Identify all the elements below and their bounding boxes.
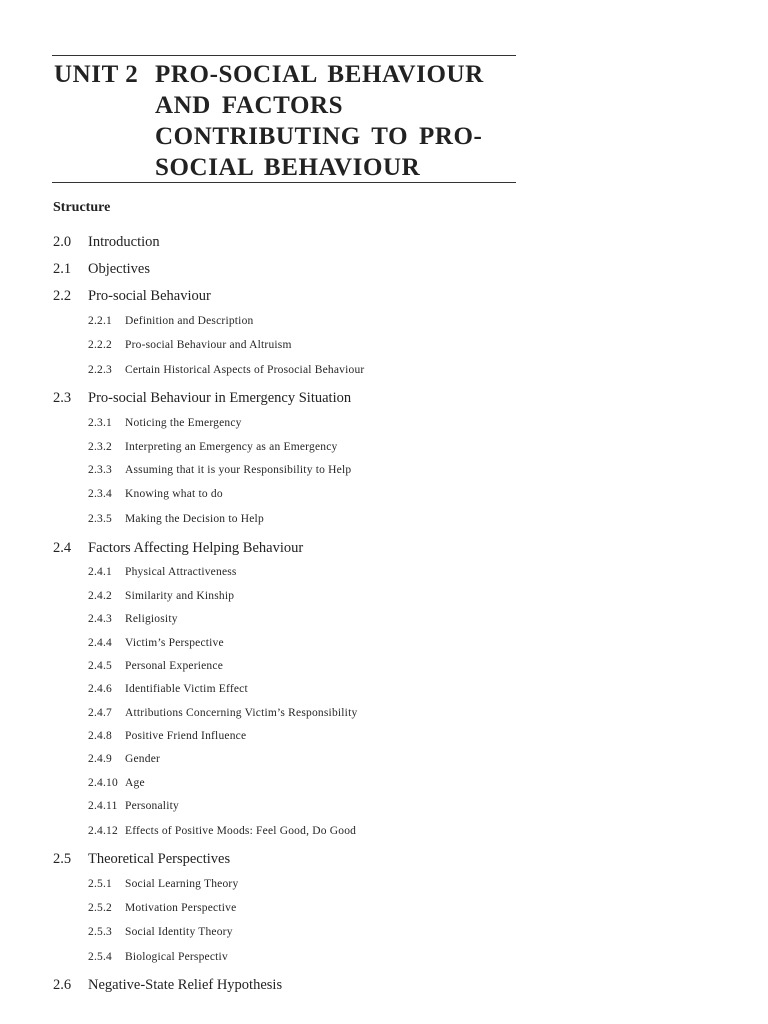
toc-number: 2.5.3 bbox=[88, 926, 112, 938]
toc-title: Attributions Concerning Victim’s Responsibility bbox=[125, 707, 358, 719]
toc-number: 2.3.5 bbox=[88, 513, 112, 525]
toc-title: Pro-social Behaviour bbox=[88, 288, 211, 304]
unit-number: UNIT 2 bbox=[54, 61, 139, 88]
toc-number: 2.0 bbox=[53, 234, 72, 250]
toc-title: Physical Attractiveness bbox=[125, 566, 237, 578]
unit-title-line: CONTRIBUTING TO PRO- bbox=[155, 123, 483, 150]
toc-number: 2.4.8 bbox=[88, 730, 112, 742]
unit-title-line: AND FACTORS bbox=[155, 92, 344, 119]
toc-number: 2.4.11 bbox=[88, 800, 118, 812]
toc-number: 2.6 bbox=[53, 977, 72, 993]
toc-title: Identifiable Victim Effect bbox=[125, 683, 248, 695]
toc-title: Effects of Positive Moods: Feel Good, Do Good bbox=[125, 825, 357, 837]
toc-number: 2.3.3 bbox=[88, 464, 112, 476]
toc-title: Motivation Perspective bbox=[125, 902, 237, 914]
toc-title: Interpreting an Emergency as an Emergency bbox=[125, 441, 338, 453]
toc-title: Social Identity Theory bbox=[125, 926, 233, 938]
toc-title: Personality bbox=[125, 800, 179, 812]
toc-title: Assuming that it is your Responsibility to Help bbox=[125, 464, 352, 476]
toc-title: Social Learning Theory bbox=[125, 878, 239, 890]
toc-title: Victim’s Perspective bbox=[125, 637, 224, 649]
toc-title: Factors Affecting Helping Behaviour bbox=[88, 540, 304, 556]
toc-number: 2.4.3 bbox=[88, 613, 112, 625]
toc-number: 2.3.4 bbox=[88, 488, 112, 500]
toc-title: Objectives bbox=[88, 261, 151, 277]
toc-title: Making the Decision to Help bbox=[125, 513, 264, 525]
unit-title bbox=[155, 59, 515, 183]
toc-title: Personal Experience bbox=[125, 660, 223, 672]
toc-number: 2.2.3 bbox=[88, 364, 112, 376]
toc-title: Religiosity bbox=[125, 613, 178, 625]
toc-number: 2.5.2 bbox=[88, 902, 112, 914]
toc-number: 2.4.5 bbox=[88, 660, 112, 672]
toc-number: 2.4.4 bbox=[88, 637, 112, 649]
unit-title-line: SOCIAL BEHAVIOUR bbox=[155, 154, 421, 181]
toc-number: 2.5 bbox=[53, 851, 72, 867]
toc-title: Age bbox=[125, 777, 145, 789]
toc-number: 2.4.1 bbox=[88, 566, 112, 578]
toc-title: Noticing the Emergency bbox=[125, 417, 242, 429]
toc-number: 2.5.1 bbox=[88, 878, 112, 890]
toc-number: 2.3 bbox=[53, 390, 72, 406]
unit-title-line: PRO-SOCIAL BEHAVIOUR bbox=[155, 61, 484, 88]
toc-title: Pro-social Behaviour in Emergency Situation bbox=[88, 390, 352, 406]
toc-title: Pro-social Behaviour and Altruism bbox=[125, 339, 292, 351]
toc-title: Certain Historical Aspects of Prosocial Behaviour bbox=[125, 364, 365, 376]
toc-title: Gender bbox=[125, 753, 161, 765]
toc-title: Biological Perspectiv bbox=[125, 951, 228, 963]
toc-number: 2.4.12 bbox=[88, 825, 118, 837]
toc-number: 2.4.9 bbox=[88, 753, 112, 765]
toc-number: 2.5.4 bbox=[88, 951, 112, 963]
toc-title: Introduction bbox=[88, 234, 160, 250]
bottom-rule bbox=[52, 182, 516, 183]
structure-heading: Structure bbox=[53, 200, 111, 215]
toc-number: 2.2.2 bbox=[88, 339, 112, 351]
toc-number: 2.2 bbox=[53, 288, 72, 304]
toc-number: 2.4.6 bbox=[88, 683, 112, 695]
toc-title: Definition and Description bbox=[125, 315, 254, 327]
toc-number: 2.4.2 bbox=[88, 590, 112, 602]
toc-title: Knowing what to do bbox=[125, 488, 223, 500]
toc-number: 2.4 bbox=[53, 540, 72, 556]
toc-title: Negative-State Relief Hypothesis bbox=[88, 977, 283, 993]
toc-number: 2.3.1 bbox=[88, 417, 112, 429]
toc-title: Similarity and Kinship bbox=[125, 590, 235, 602]
top-rule bbox=[52, 55, 516, 56]
toc-number: 2.4.10 bbox=[88, 777, 118, 789]
toc-title: Theoretical Perspectives bbox=[88, 851, 231, 867]
toc-title: Positive Friend Influence bbox=[125, 730, 247, 742]
toc-number: 2.2.1 bbox=[88, 315, 112, 327]
toc-number: 2.4.7 bbox=[88, 707, 112, 719]
toc-number: 2.3.2 bbox=[88, 441, 112, 453]
toc-number: 2.1 bbox=[53, 261, 72, 277]
